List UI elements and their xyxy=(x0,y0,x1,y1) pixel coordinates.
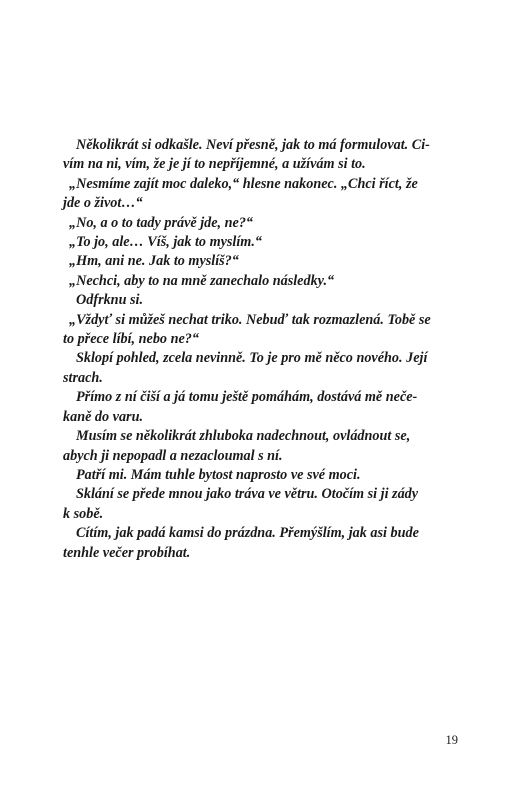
paragraph-3: „No, a o to tady právě jde, ne?“ xyxy=(69,214,254,231)
paragraph-10: Přímo z ní čiší a já tomu ještě pomáhám, dostává mě neče- kaně do varu. xyxy=(63,389,418,425)
paragraph-13: Sklání se přede mnou jako tráva ve větru. Otočím si ji zády k sobě. xyxy=(63,486,419,522)
paragraph-1: Několikrát si odkašle. Neví přesně, jak to má formulovat. Ci- vím na ni, vím, že je jí to nepříjemné, a užívám si to. xyxy=(63,137,430,173)
paragraph-12: Patří mi. Mám tuhle bytost naprosto ve své moci. xyxy=(76,466,361,483)
paragraph-2: „Nesmíme zajít moc daleko,“ hlesne nakonec. „Chci říct, že jde o život…“ xyxy=(63,175,418,212)
paragraph-7: Odfrknu si. xyxy=(76,292,144,309)
paragraph-8: „Vždyť si můžeš nechat triko. Nebuď tak rozmazlená. Tobě se to přece líbí, nebo ne?“ xyxy=(63,311,431,348)
body-text xyxy=(63,136,458,563)
paragraph-4: „To jo, ale… Víš, jak to myslím.“ xyxy=(69,234,262,251)
paragraph-6: „Nechci, aby to na mně zanechalo následky.“ xyxy=(69,272,335,289)
paragraph-11: Musím se několikrát zhluboka nadechnout, ovládnout se, abych ji nepopadl a nezacloumal s ní. xyxy=(63,428,411,464)
page-number: 19 xyxy=(445,733,458,747)
paragraph-9: Sklopí pohled, zcela nevinně. To je pro mě něco nového. Její strach. xyxy=(63,350,428,386)
paragraph-5: „Hm, ani ne. Jak to myslíš?“ xyxy=(69,253,239,270)
paragraph-14: Cítím, jak padá kamsi do prázdna. Přemýšlím, jak asi bude tenhle večer probíhat. xyxy=(63,525,419,561)
